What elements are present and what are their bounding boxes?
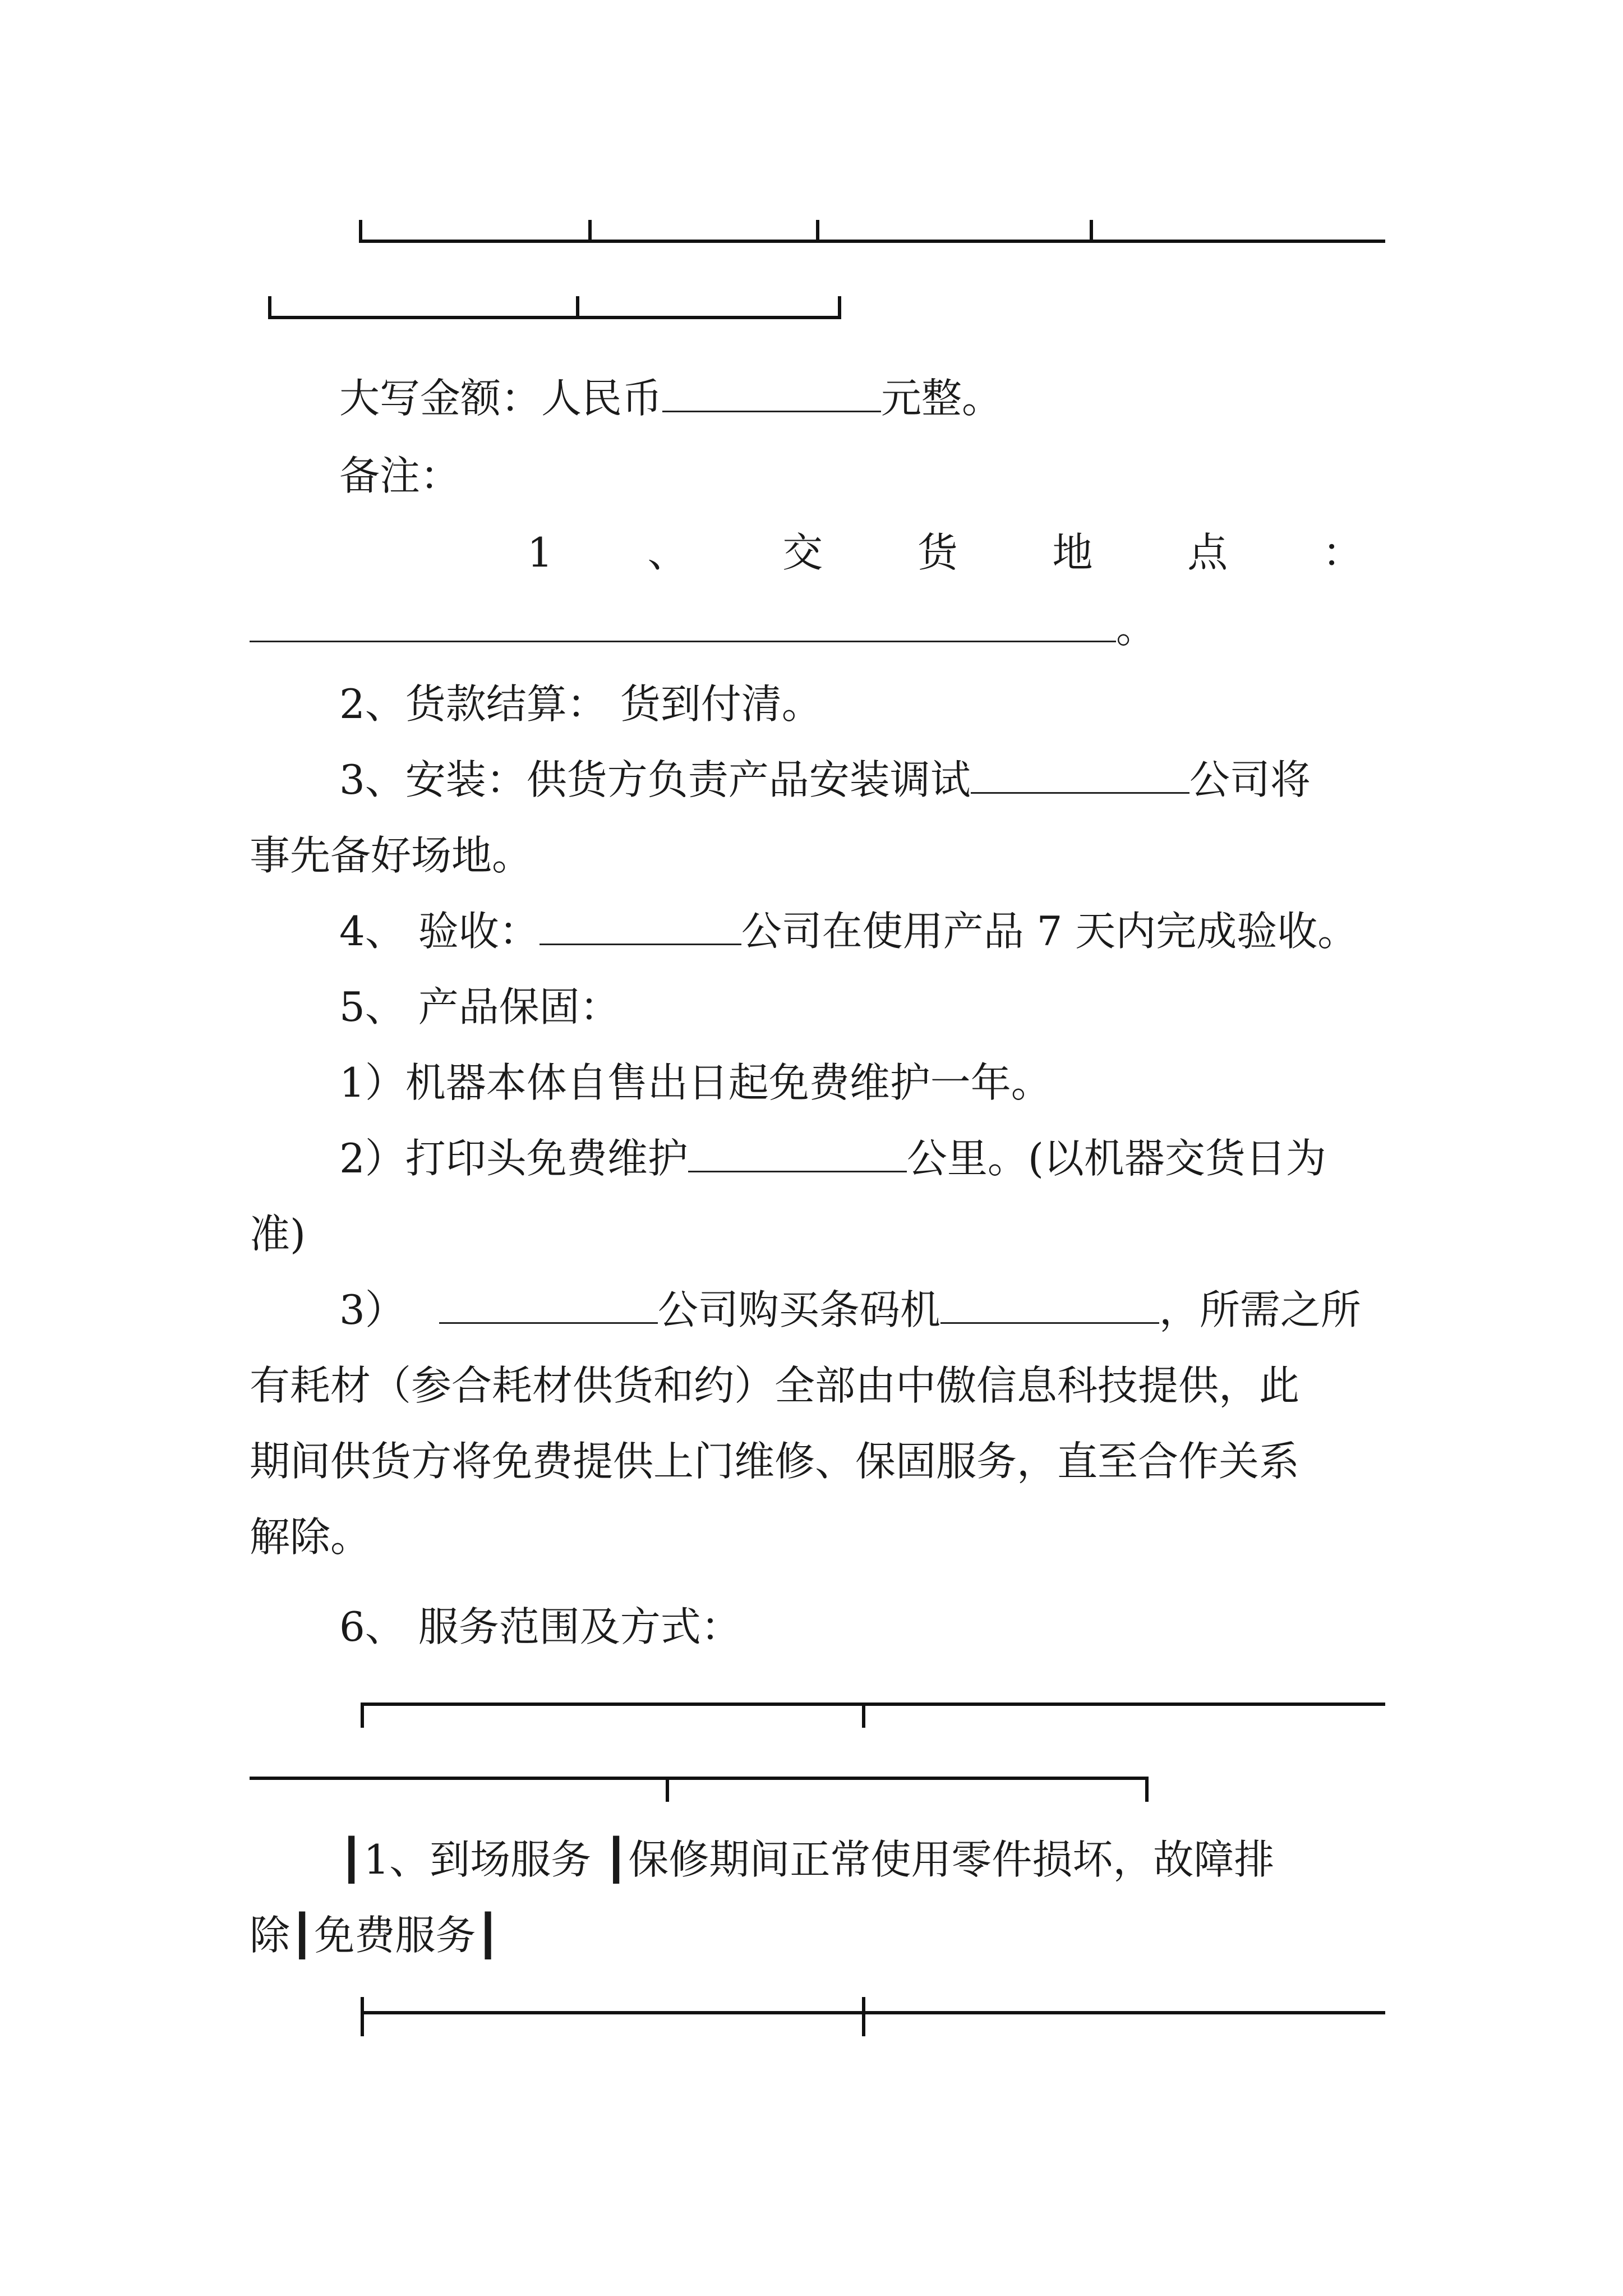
item6-line: 6、 服务范围及方式： — [339, 1603, 741, 1650]
remarks-title: 备注： — [339, 452, 461, 499]
sub3-line3: 期间供货方将免费提供上门维修、保固服务，直至合作关系 — [250, 1438, 1300, 1485]
service-row-line2: 除┃免费服务┃ — [250, 1912, 500, 1959]
item1-fill-line — [250, 600, 1156, 656]
item3-line — [339, 752, 1311, 808]
item3-blank[interactable] — [971, 757, 1189, 794]
item1-char: 地 — [1052, 529, 1093, 576]
sub2-text-tail: 公里。(以机器交货日为 — [906, 1135, 1326, 1182]
item1-char: 交 — [782, 529, 823, 576]
amount-suffix: 元整。 — [881, 375, 1003, 422]
item1-char: 、 — [647, 529, 688, 576]
item1-char: 点 — [1187, 529, 1228, 576]
item1-justified-line — [527, 524, 1363, 581]
amount-label: 大写金额：人民币 — [339, 375, 663, 422]
item1-char: 货 — [917, 529, 958, 576]
sub3-text-mid: 公司购买条码机 — [657, 1286, 940, 1333]
delivery-place-blank[interactable] — [250, 606, 1116, 642]
item1-char: 1 — [527, 529, 553, 576]
item5-line: 5、 产品保固： — [339, 983, 620, 1030]
amount-blank[interactable] — [662, 376, 881, 412]
item2-line: 2、货款结算： 货到付清。 — [339, 680, 822, 728]
sub3-blank-2[interactable] — [940, 1287, 1159, 1324]
sub3-text-tail: ，所需之所 — [1159, 1286, 1361, 1333]
sub2-line2: 准) — [250, 1211, 306, 1258]
sub2-text: 2）打印头免费维护 — [339, 1135, 688, 1182]
item1-end: 。 — [1116, 605, 1157, 652]
amount-line — [339, 370, 1002, 426]
sub2-blank[interactable] — [688, 1136, 907, 1172]
service-row-line1: ┃1、到场服务 ┃保修期间正常使用零件损坏，故障排 — [339, 1836, 1275, 1883]
sub3-blank-1[interactable] — [439, 1287, 658, 1324]
item4-blank[interactable] — [540, 909, 741, 945]
item3-line2: 事先备好场地。 — [250, 832, 533, 879]
item4-text: 4、 验收： — [339, 908, 540, 955]
sub3-line — [339, 1282, 1361, 1338]
item4-text-tail: 公司在使用产品 7 天内完成验收。 — [741, 908, 1358, 955]
sub2-line — [339, 1130, 1326, 1186]
item3-text-tail: 公司将 — [1189, 756, 1311, 803]
sub3-line4: 解除。 — [250, 1513, 371, 1561]
sub1-line: 1）机器本体自售出日起免费维护一年。 — [339, 1059, 1052, 1106]
item3-text: 3、安装：供货方负责产品安装调试 — [339, 756, 971, 803]
sub3-text: 3） — [339, 1286, 405, 1333]
item1-char: ： — [1322, 529, 1363, 576]
sub3-line2: 有耗材（参合耗材供货和约）全部由中傲信息科技提供，此 — [250, 1362, 1300, 1409]
item4-line — [339, 903, 1358, 959]
